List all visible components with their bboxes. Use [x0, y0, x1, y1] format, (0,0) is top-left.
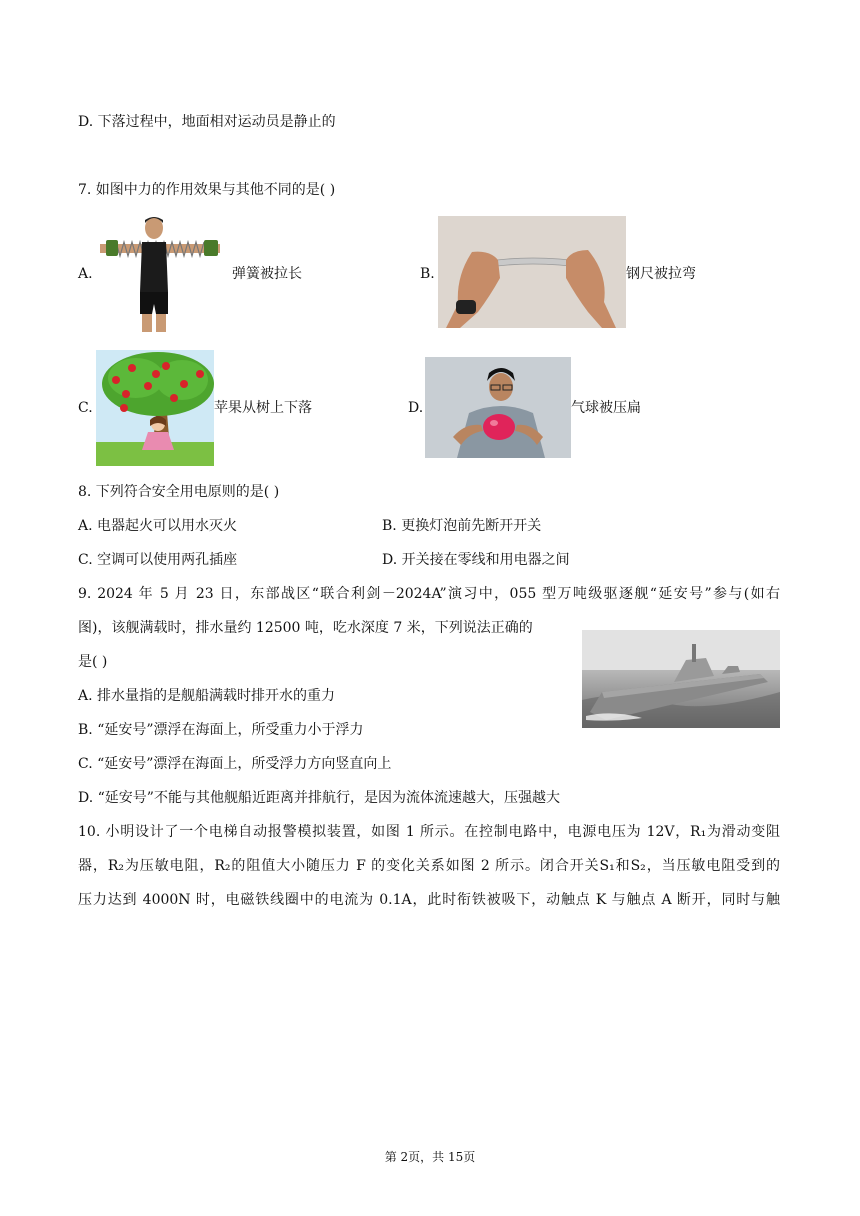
q7-option-c-letter: C.: [78, 400, 93, 416]
q7-option-d-text: 气球被压扁: [571, 400, 641, 416]
q7-option-d-letter: D.: [408, 400, 424, 416]
q6-option-d: D. 下落过程中，地面相对运动员是静止的: [78, 114, 336, 130]
man-stretching-spring-image: [96, 214, 232, 332]
q10-stem-line-2: 器，R₂为压敏电阻，R₂的阻值大小随压力 F 的变化关系如图 2 所示。闭合开关S₁和S₂，当压敏电阻受到的: [78, 858, 780, 874]
q9-option-b: B. “延安号”漂浮在海面上，所受重力小于浮力: [78, 722, 364, 738]
q8-option-c: C. 空调可以使用两孔插座: [78, 552, 238, 568]
q7-option-b-letter: B.: [420, 266, 435, 282]
q8-option-b: B. 更换灯泡前先断开开关: [382, 518, 542, 534]
q8-stem: 8. 下列符合安全用电原则的是( ): [78, 484, 280, 500]
q10-stem-line-1: 10. 小明设计了一个电梯自动报警模拟装置，如图 1 所示。在控制电路中，电源电压为 12V，R₁为滑动变阻: [78, 824, 780, 840]
q7-option-b-text: 钢尺被拉弯: [626, 266, 696, 282]
boy-squeezing-balloon-image: [425, 357, 571, 458]
q9-option-a: A. 排水量指的是舰船满载时排开水的重力: [78, 688, 336, 704]
apple-tree-cartoon-image: [96, 350, 214, 466]
hands-bending-ruler-image: [438, 216, 626, 328]
q9-stem-line-2: 图)，该舰满载时，排水量约 12500 吨，吃水深度 7 米，下列说法正确的: [78, 620, 533, 636]
q9-option-d: D. “延安号”不能与其他舰船近距离并排航行，是因为流体流速越大，压强越大: [78, 790, 560, 806]
q7-stem: 7. 如图中力的作用效果与其他不同的是( ): [78, 182, 336, 198]
q9-option-c: C. “延安号”漂浮在海面上，所受浮力方向竖直向上: [78, 756, 392, 772]
q10-stem-line-3: 压力达到 4000N 时，电磁铁线圈中的电流为 0.1A，此时衔铁被吸下，动触点 K 与触点 A 断开，同时与触: [78, 892, 780, 908]
q8-option-d: D. 开关接在零线和用电器之间: [382, 552, 570, 568]
q9-stem-line-3: 是( ): [78, 654, 108, 670]
page-footer: 第 2页，共 15页: [384, 1150, 476, 1164]
destroyer-ship-image: [582, 630, 780, 728]
q7-option-a-text: 弹簧被拉长: [232, 266, 302, 282]
q9-stem-line-1: 9. 2024 年 5 月 23 日，东部战区“联合利剑－2024A”演习中，055 型万吨级驱逐舰“延安号”参与(如右: [78, 586, 780, 602]
q7-option-a-letter: A.: [78, 266, 93, 282]
q8-option-a: A. 电器起火可以用水灭火: [78, 518, 238, 534]
q7-option-c-text: 苹果从树上下落: [214, 400, 312, 416]
